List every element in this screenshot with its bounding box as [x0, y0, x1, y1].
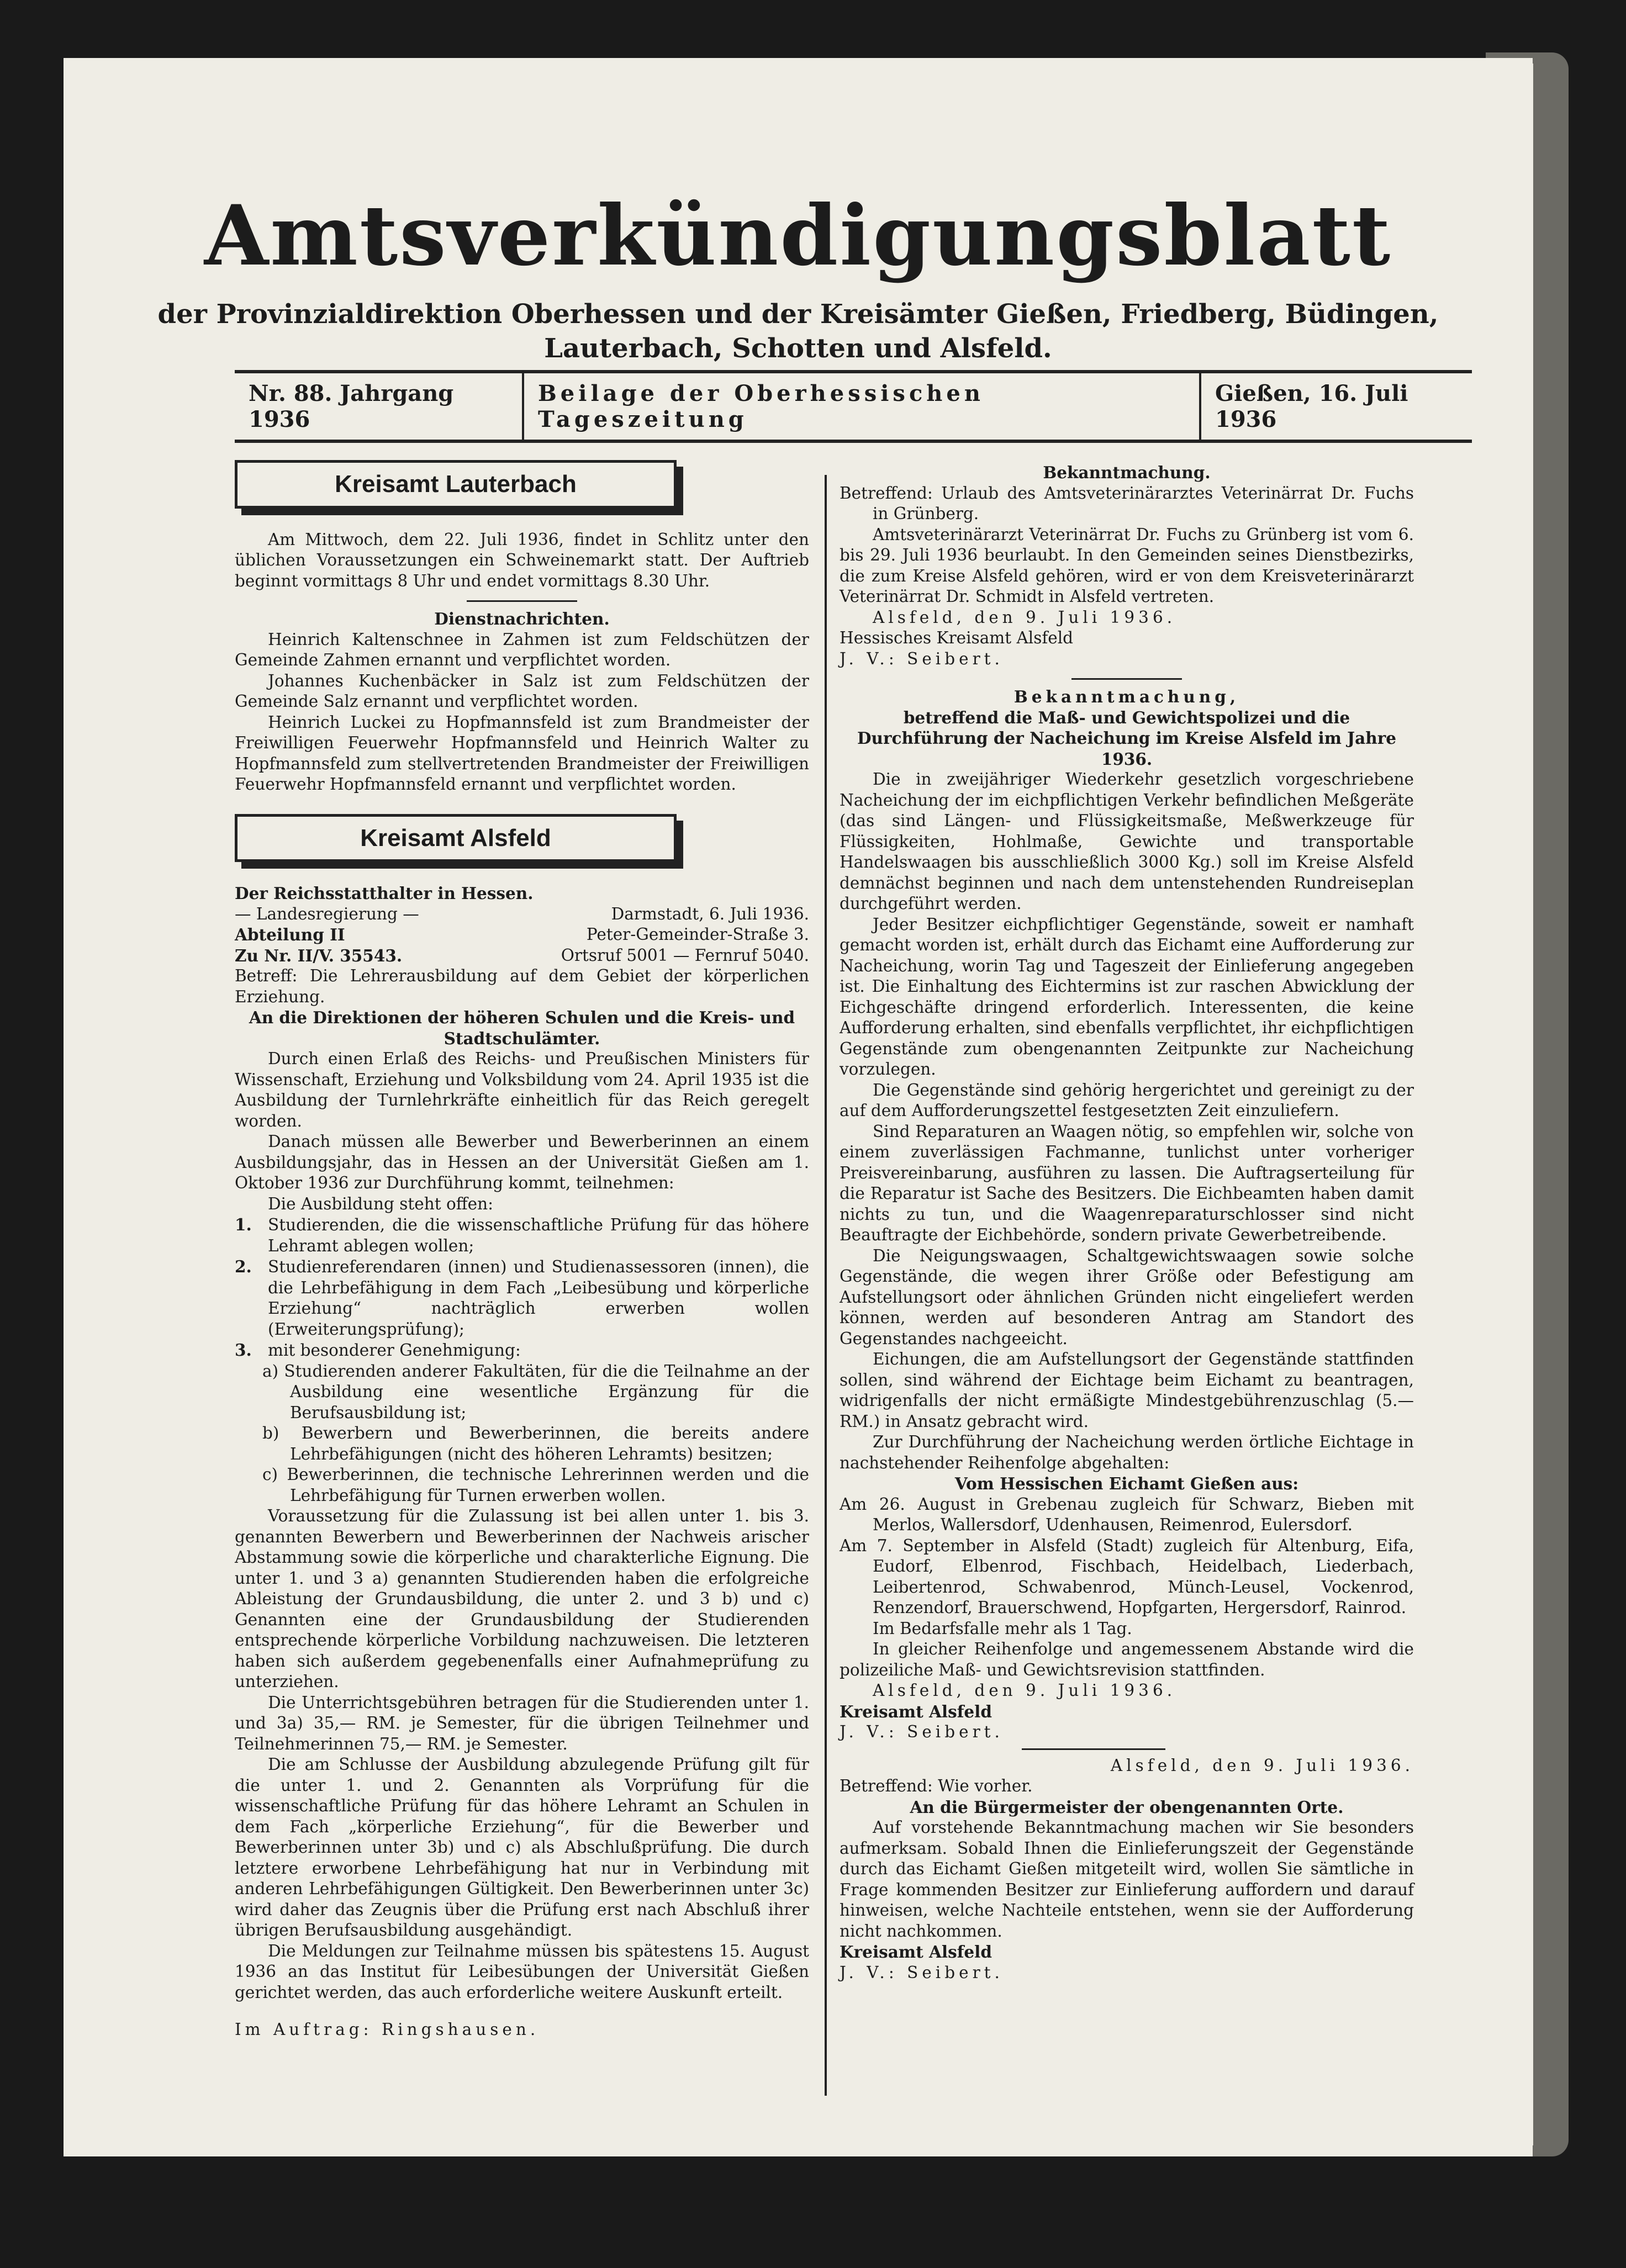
addressee-line: An die Bürgermeister der obengenannten Orte.: [910, 1797, 1344, 1817]
divider: [1071, 678, 1182, 680]
paragraph: Voraussetzung für die Zulassung ist bei allen unter 1. bis 3. genannten Bewerbern und Bewerberinnen der Nachweis arischer Abstammung sowie die körperliche und charakterliche Eignung. Die unter 1. und 3 a) genannten Studierenden haben die erfolgreiche Ableistung der Grundausbildung, die unter 2. und 3 b) und c) Genannten eine der Grundausbildung der Studierenden entsprechende körperliche Vorbildung nachzuweisen. Die letzteren haben sich außerdem gegebenenfalls einer Aufnahmeprüfung zu unterziehen.: [235, 1506, 809, 1691]
dateline: Alsfeld, den 9. Juli 1936.: [1110, 1756, 1414, 1775]
letterhead-right: Peter-Gemeinder-Straße 3.: [586, 925, 809, 944]
divider: [1022, 1748, 1165, 1750]
list-marker: 2.: [235, 1257, 252, 1276]
letterhead-left: Zu Nr. II/V. 35543.: [235, 945, 403, 965]
paragraph: Zur Durchführung der Nacheichung werden örtliche Eichtage in nachstehender Reihenfolge abgehalten:: [840, 1432, 1414, 1472]
dateline: Alsfeld, den 9. Juli 1936.: [873, 607, 1176, 627]
schweinemarkt-notice: Am Mittwoch, dem 22. Juli 1936, findet in Schlitz unter den üblichen Voraussetzungen ein Schweinemarkt statt. Der Auftrieb beginnt vormittags 8 Uhr und endet vormittags 8.30 Uhr.: [235, 530, 809, 590]
sub-list-item: a) Studierenden anderer Fakultäten, für die die Teilnahme an der Ausbildung eine wesentliche Ergänzung für die Berufsausbildung ist;: [262, 1361, 809, 1422]
letterhead-row: [235, 924, 809, 945]
paragraph: Amtsveterinärarzt Veterinärrat Dr. Fuchs zu Grünberg ist vom 6. bis 29. Juli 1936 beurlaubt. In den Gemeinden seines Dienstbezirks, die zum Kreise Alsfeld gehören, wird er von dem Kreisveterinärarzt Veterinärrat Dr. Schmidt in Alsfeld vertreten.: [840, 525, 1414, 606]
betreff-line: Betreffend: Wie vorher.: [840, 1777, 1033, 1795]
left-column: [235, 460, 809, 2040]
list-marker: 3.: [235, 1340, 252, 1360]
newspaper-page: [64, 58, 1533, 2156]
page-title: Amtsverkündigungsblatt: [204, 187, 1392, 284]
paragraph: Danach müssen alle Bewerber und Bewerberinnen an einem Ausbildungsjahr, das in Hessen an der Universität Gießen am 1. Oktober 1936 zur Durchführung kommt, teilnehmen:: [235, 1132, 809, 1192]
list-text: Studierenden, die die wissenschaftliche Prüfung für das höhere Lehramt ablegen wollen;: [268, 1215, 809, 1255]
subtitle-line-1: der Provinzialdirektion Oberhessen und der Kreisämter Gießen, Friedberg, Büdingen,: [157, 299, 1439, 330]
letterhead-row: [235, 945, 809, 966]
masthead: [64, 187, 1533, 366]
supplement-label: Beilage der Oberhessischen Tageszeitung: [524, 373, 1201, 440]
list-item: [235, 1214, 809, 1256]
signature-authority: Kreisamt Alsfeld: [840, 1942, 992, 1962]
signature-authority: Hessisches Kreisamt Alsfeld: [840, 628, 1074, 647]
letterhead-left: Abteilung II: [235, 925, 345, 944]
paragraph: Jeder Besitzer eichpflichtiger Gegenstände, soweit er namhaft gemacht worden ist, erhält durch das Eichamt eine Aufforderung zur Nacheichung, worin Tag und Tageszeit der Einlieferung angegeben ist. Die Einhaltung des Eichtermins ist zur raschen Abwicklung der Eichgeschäfte dringend erforderlich. Interessenten, die keine Aufforderung erhalten, sind ebenfalls verpflichtet, ihr eichpflichtigen Gegenstände zum obengenannten Zeitpunkte zur Nacheichung vorzulegen.: [840, 914, 1414, 1079]
dienstnachrichten-title: Dienstnachrichten.: [434, 609, 610, 628]
issue-place-date: Gießen, 16. Juli 1936: [1215, 380, 1408, 432]
dienst-item: Heinrich Luckei zu Hopfmannsfeld ist zum Brandmeister der Freiwilligen Feuerwehr Hopfmannsfeld und Heinrich Walter zu Hopfmannsfeld zum stellvertretenden Brandmeister der Freiwilligen Feuerwehr Hopfmannsfeld ernannt und verpflichtet worden.: [235, 712, 809, 794]
paragraph: Die in zweijähriger Wiederkehr gesetzlich vorgeschriebene Nacheichung der im eichpflichtigen Verkehr befindlichen Meßgeräte (das sind Längen- und Flüssigkeitsmaße, Meßwerkzeuge für Flüssigkeiten, Hohlmaße, Gewichte und transportable Handelswaagen bis ausschließlich 3000 Kg.) soll im Kreise Alsfeld demnächst beginnen und nach dem untenstehenden Rundreiseplan durchgeführt werden.: [840, 770, 1414, 913]
sub-list-item: c) Bewerberinnen, die technische Lehrerinnen werden und die Lehrbefähigung für Turnen erwerben wollen.: [262, 1465, 809, 1505]
subtitle-line-2: Lauterbach, Schotten und Alsfeld.: [544, 333, 1052, 364]
paragraph: Die Unterrichtsgebühren betragen für die Studierenden unter 1. und 3a) 35,— RM. je Semester, für die übrigen Teilnehmer und Teilnehmerinnen 75,— RM. je Semester.: [235, 1693, 809, 1753]
paragraph: Die Gegenstände sind gehörig hergerichtet und gereinigt zu der auf dem Aufforderungszettel festgesetzten Zeit einzuliefern.: [840, 1080, 1414, 1120]
column-divider: [825, 475, 827, 2096]
paragraph: Die Ausbildung steht offen:: [268, 1194, 494, 1213]
paragraph: Durch einen Erlaß des Reichs- und Preußischen Ministers für Wissenschaft, Erziehung und Volksbildung vom 24. April 1935 ist die Ausbildung der Turnlehrkräfte einheitlich für das Reich geregelt worden.: [235, 1049, 809, 1130]
bekanntmachung-title: Bekanntmachung,: [1013, 687, 1240, 706]
list-item: [235, 1256, 809, 1340]
divider: [467, 600, 577, 602]
signature-authority: Kreisamt Alsfeld: [840, 1701, 992, 1721]
paragraph: Sind Reparaturen an Waagen nötig, so empfehlen wir, solche von einem zuverlässigen Fachmanne, tunlichst unter vorheriger Preisvereinbarung, ausführen zu lassen. Die Auftragserteilung für die Reparatur ist Sache des Besitzers. Die Eichbeamten haben damit nichts zu tun, und die Waagenreparaturschlosser sind nicht Beauftragte der Eichbehörde, sondern private Gewerbetreibende.: [840, 1122, 1414, 1244]
signature: J. V.: Seibert.: [840, 1722, 1004, 1741]
paragraph: In gleicher Reihenfolge und angemessenem Abstande wird die polizeiliche Maß- und Gewichtsrevision stattfinden.: [840, 1640, 1414, 1679]
paragraph: Die Meldungen zur Teilnahme müssen bis spätestens 15. August 1936 an das Institut für Leibesübungen der Universität Gießen gerichtet werden, das auch erforderliche weitere Auskunft erteilt.: [235, 1941, 809, 2002]
betreff-line: Betreffend: Urlaub des Amtsveterinärarztes Veterinärrat Dr. Fuchs in Grünberg.: [840, 483, 1414, 523]
section-heading-lauterbach: Kreisamt Lauterbach: [235, 460, 677, 509]
list-text: mit besonderer Genehmigung:: [268, 1341, 521, 1360]
signature: J. V.: Seibert.: [840, 649, 1004, 668]
paragraph: Die Neigungswaagen, Schaltgewichtswaagen sowie solche Gegenstände, die wegen ihrer Größe oder Befestigung am Aufstellungsort oder ähnlichen Gründen nicht eingeliefert werden können, werden auf besonderen Antrag am Standort des Gegenstandes nachgeeicht.: [840, 1246, 1414, 1348]
list-item: [235, 1340, 809, 1361]
bekanntmachung-title: Bekanntmachung.: [1043, 463, 1211, 482]
sub-list-item: b) Bewerbern und Bewerberinnen, die bereits andere Lehrbefähigungen (nicht des höheren Lehramts) besitzen;: [262, 1424, 809, 1463]
dienst-item: Heinrich Kaltenschnee in Zahmen ist zum Feldschützen der Gemeinde Zahmen ernannt und verpflichtet worden.: [235, 630, 809, 669]
issue-info-bar: [235, 370, 1472, 443]
dienst-item: Johannes Kuchenbäcker in Salz ist zum Feldschützen der Gemeinde Salz ernannt und verpflichtet worden.: [235, 671, 809, 711]
paragraph: Eichungen, die am Aufstellungsort der Gegenstände stattfinden sollen, sind während der Eichtage beim Eichamt zu beantragen, widrigenfalls der nicht ermäßigte Mindestgebührenzuschlag (5.— RM.) in Ansatz gebracht wird.: [840, 1350, 1414, 1431]
section-heading-alsfeld: Kreisamt Alsfeld: [235, 814, 677, 863]
schedule-item: Am 7. September in Alsfeld (Stadt) zugleich für Altenburg, Eifa, Eudorf, Elbenrod, Fischbach, Heidelbach, Liederbach, Leibertenrod, Schwabenrod, Münch-Leusel, Vockenrod, Renzendorf, Brauerschwend, Hopfgarten, Hergersdorf, Rainrod.: [840, 1536, 1414, 1617]
paragraph: Im Bedarfsfalle mehr als 1 Tag.: [873, 1619, 1132, 1638]
reichsstatthalter-heading: Der Reichsstatthalter in Hessen.: [235, 884, 534, 903]
letterhead-row: [235, 904, 809, 925]
right-column: [840, 462, 1414, 1983]
schedule-item: Am 26. August in Grebenau zugleich für Schwarz, Bieben mit Merlos, Wallersdorf, Udenhausen, Reimenrod, Eulersdorf.: [840, 1494, 1414, 1534]
issue-number: Nr. 88. Jahrgang 1936: [235, 373, 524, 440]
masthead-subtitle: [108, 297, 1488, 366]
dateline: Alsfeld, den 9. Juli 1936.: [873, 1681, 1176, 1700]
letterhead-right: Darmstadt, 6. Juli 1936.: [611, 904, 809, 923]
letterhead-right: Ortsruf 5001 — Fernruf 5040.: [561, 945, 809, 965]
paragraph: Die am Schlusse der Ausbildung abzulegende Prüfung gilt für die unter 1. und 2. Genannten als Vorprüfung für die wissenschaftliche Prüfung für das höhere Lehramt an Schulen in dem Fach „körperliche Erziehung“, für die Bewerber und Bewerberinnen unter 3b) und c) als Abschlußprüfung. Die durch letztere erworbene Lehrbefähigung hat nur in Verbindung mit anderen Lehrbefähigungen Gültigkeit. Den Bewerberinnen unter 3c) wird daher das Zeugnis über die Prüfung erst nach Abschluß ihrer übrigen Berufsausbildung ausgehändigt.: [235, 1755, 809, 1939]
betreff-line: Betreff: Die Lehrerausbildung auf dem Gebiet der körperlichen Erziehung.: [235, 966, 809, 1006]
bekanntmachung-subject: betreffend die Maß- und Gewichtspolizei und die Durchführung der Nacheichung im Kreise Alsfeld im Jahre 1936.: [857, 707, 1397, 769]
letterhead-left: — Landesregierung —: [235, 904, 419, 923]
signature: Im Auftrag: Ringshausen.: [235, 2020, 540, 2039]
list-marker: 1.: [235, 1215, 252, 1234]
signature: J. V.: Seibert.: [840, 1963, 1004, 1982]
addressee-line: An die Direktionen der höheren Schulen und die Kreis- und Stadtschulämter.: [249, 1008, 795, 1048]
list-text: Studienreferendaren (innen) und Studienassessoren (innen), die die Lehrbefähigung in dem Fach „Leibesübung und körperliche Erziehung“ nachträglich erwerben wollen (Erweiterungsprüfung);: [268, 1257, 809, 1339]
eichamt-heading: Vom Hessischen Eichamt Gießen aus:: [954, 1474, 1299, 1493]
paragraph: Auf vorstehende Bekanntmachung machen wir Sie besonders aufmerksam. Sobald Ihnen die Einlieferungszeit der Gegenstände durch das Eichamt Gießen mitgeteilt wird, wollen Sie sämtliche in Frage kommenden Besitzer zur Einlieferung auffordern und darauf hinweisen, welche Nachteile entstehen, wenn sie der Aufforderung nicht nachkommen.: [840, 1818, 1414, 1941]
